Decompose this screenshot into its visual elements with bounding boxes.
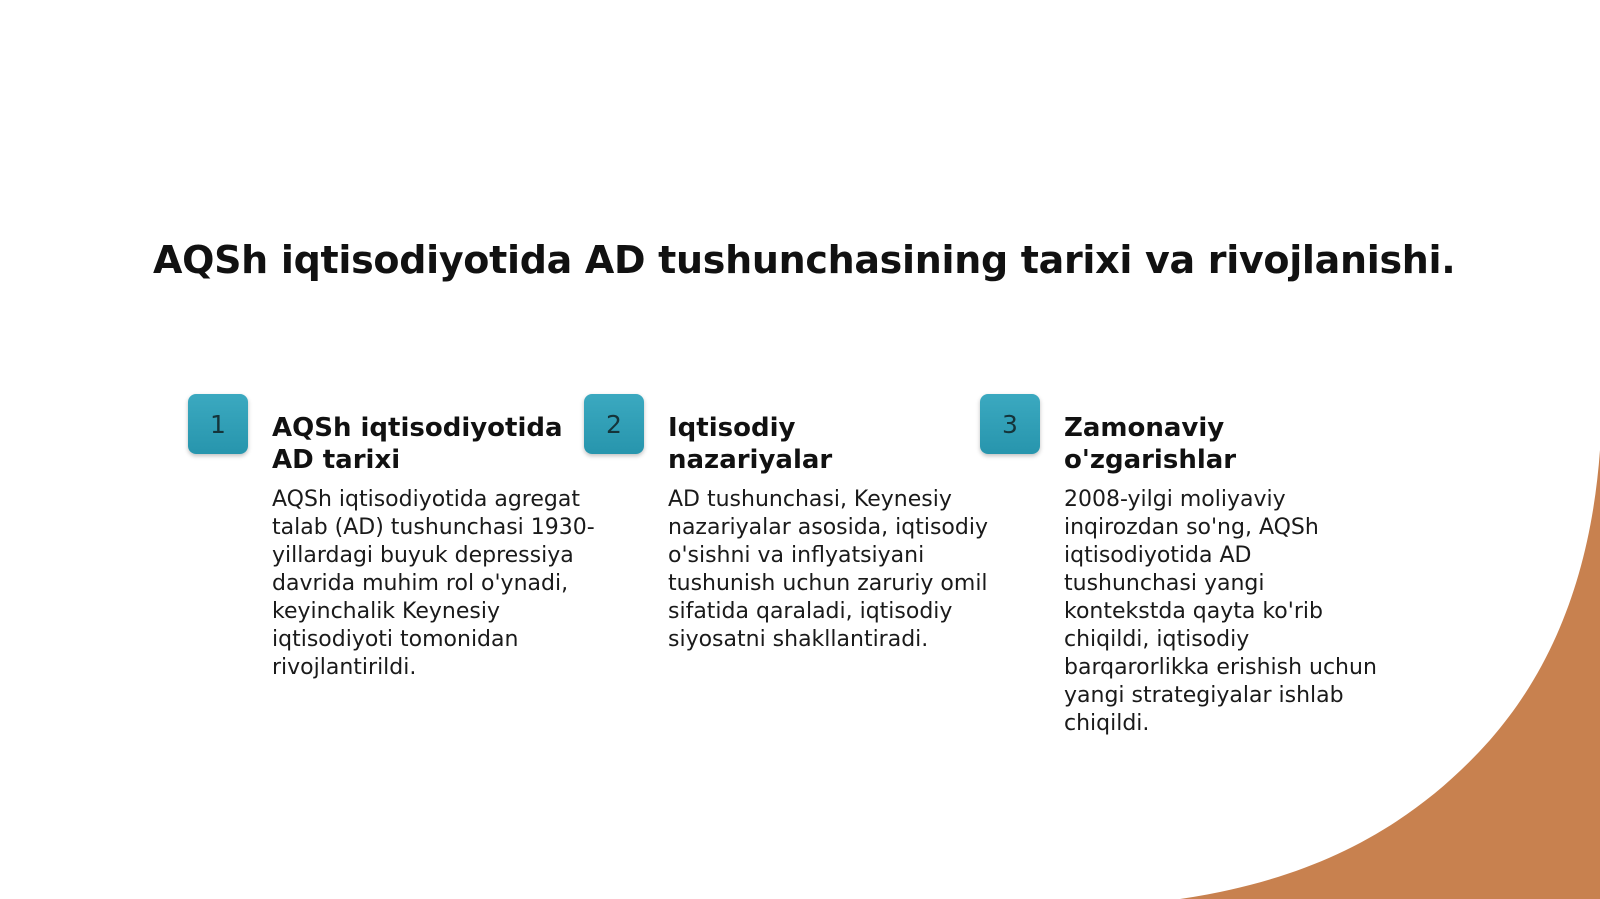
step-description: AD tushunchasi, Keynesiy nazariyalar asosida, iqtisodiy o'sishni va inflyatsiyani tushunish uchun zaruriy omil sifatida qaraladi, iqtisodiy siyosatni shakllantiradi. bbox=[668, 487, 988, 652]
step-description: AQSh iqtisodiyotida agregat talab (AD) tushunchasi 1930-yillardagi buyuk depressiya davrida muhim rol o'ynadi, keyinchalik Keynesiy iqtisodiyoti tomonidan rivojlantirildi. bbox=[272, 487, 595, 680]
step-heading: Iqtisodiy nazariyalar bbox=[668, 413, 833, 475]
step-heading: AQSh iqtisodiyotida AD tarixi bbox=[272, 413, 563, 475]
slide-title: AQSh iqtisodiyotida AD tushunchasining tarixi va rivojlanishi. bbox=[153, 238, 1456, 282]
step-heading: Zamonaviy o'zgarishlar bbox=[1064, 413, 1237, 475]
step-number-badge: 1 bbox=[188, 394, 248, 454]
step-description: 2008-yilgi moliyaviy inqirozdan so'ng, AQSh iqtisodiyotida AD tushunchasi yangi kontekstda qayta ko'rib chiqildi, iqtisodiy barqarorlikka erishish uchun yangi strategiyalar ishlab chiqildi. bbox=[1064, 487, 1377, 736]
step-number-badge: 2 bbox=[584, 394, 644, 454]
step-number-badge: 3 bbox=[980, 394, 1040, 454]
